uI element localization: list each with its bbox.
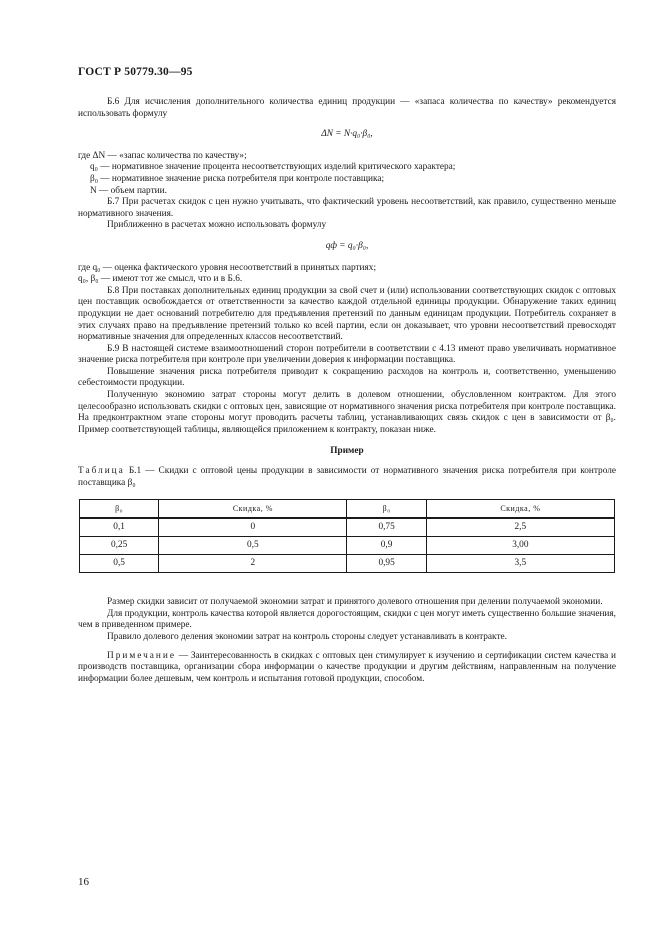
section-b6-intro: Б.6 Для исчисления дополнительного количества единиц продукции — «запаса количества по качеству» рекомендуется использовать формулу	[78, 97, 616, 119]
formula-q-f: qф = q₀·β₀,	[325, 240, 369, 251]
column-header: β₀	[347, 500, 426, 519]
table-cell: 0,25	[80, 537, 159, 555]
section-b9-p3: Полученную экономию затрат стороны могут делить в долевом отношении, обусловленном контрактом. Для этого целесообразно использовать скидки с оптовых цен, зависящие от нормативного значения риска потребителя при контроле поставщика. На предконтрактном этапе стороны могут проводить расчеты таблиц, устанавливающих связь скидок с цен в зависимости от β₀. Пример соответствующей таблицы, являющейся приложением к контракту, показан ниже.	[78, 390, 616, 435]
definition-line: β₀ — нормативное значение риска потребителя при контроле поставщика;	[90, 173, 385, 184]
note-label: Примечание	[107, 650, 176, 661]
table-cell: 3,5	[426, 555, 614, 573]
discount-table	[79, 499, 615, 573]
table-cell: 3,00	[426, 537, 614, 555]
section-b7-text: Б.7 При расчетах скидок с цен нужно учитывать, что фактический уровень несоответствий, как правило, существенно меньше нормативного значения.	[78, 197, 616, 219]
note-text: — Заинтересованность в скидках с оптовых цен стимулирует к изучению и сертификации систем качества и производств поставщика, организации сбора информации о качестве продукции и другим действиям, направленным на получение информации более дешевым, чем контроль и испытания готовой продукции, способом.	[78, 650, 616, 684]
table-row	[80, 518, 615, 537]
after-table-p3: Правило долевого деления экономии затрат на контроль стороны следует устанавливать в контракте.	[107, 632, 507, 642]
table-cell: 0	[159, 518, 347, 537]
document-header: ГОСТ Р 50779.30—95	[78, 66, 193, 78]
section-b7-approx: Приближенно в расчетах можно использовать формулу	[107, 220, 327, 231]
column-header: β₀	[80, 500, 159, 519]
page-number: 16	[78, 876, 89, 888]
section-b9-p1: Б.9 В настоящей системе взаимоотношений сторон потребители в соответствии с 4.13 имеют право увеличивать нормативное значение риска потребителя при контроле при увеличении доверия к информации поставщика.	[78, 343, 616, 366]
after-table-p2: Для продукции, контроль качества которой является дорогостоящим, скидки с цен могут иметь существенно большие значения, чем в приведенном примере.	[78, 608, 616, 631]
table-cell: 0,95	[347, 555, 426, 573]
table-cell: 2	[159, 555, 347, 573]
document-body	[78, 97, 616, 685]
table-caption	[78, 466, 616, 489]
table-caption-label: Таблица	[78, 466, 125, 477]
definition-line: q₀, β₀ — имеют тот же смысл, что и в Б.6.	[78, 274, 243, 285]
table-cell: 0,5	[159, 537, 347, 555]
table-row	[80, 555, 615, 573]
note	[78, 651, 616, 686]
table-header-row	[80, 500, 615, 519]
table-caption-text: Б.1 — Скидки с оптовой цены продукции в зависимости от нормативного значения риска потребителя при контроле поставщика β₀	[78, 466, 616, 488]
table-cell: 0,5	[80, 555, 159, 573]
example-heading: Пример	[330, 446, 364, 457]
column-header: Скидка, %	[159, 500, 347, 519]
table-row	[80, 537, 615, 555]
table-cell: 2,5	[426, 518, 614, 537]
after-table-p1: Размер скидки зависит от получаемой экономии затрат и принятого долевого отношения при делении получаемой экономии.	[107, 597, 603, 608]
definition-line: N — объем партии.	[90, 185, 167, 196]
definition-line: q₀ — нормативное значение процента несоответствующих изделий критического характера;	[90, 162, 456, 173]
table-cell: 0,1	[80, 518, 159, 537]
definition-line: где ΔN — «запас количества по качеству»;	[78, 150, 247, 161]
definition-line: где q₀ — оценка фактического уровня несоответствий в принятых партиях;	[78, 262, 377, 273]
table-cell: 0,9	[347, 537, 426, 555]
table-cell: 0,75	[347, 518, 426, 537]
section-b9-p2: Повышение значения риска потребителя приводит к сокращению расходов на контроль и, соответственно, уменьшению себестоимости продукции.	[78, 366, 616, 389]
formula-delta-n: ΔN = N·q₀·β₀,	[321, 129, 373, 140]
section-b8-text: Б.8 При поставках дополнительных единиц продукции за свой счет и (или) использовании соответствующих скидок с оптовых цен поставщик освобождается от ответственности за качество каждой отдельной единицы продукции. Обнаружение таких единиц продукции не дает оснований потребителю для предъявления претензий по данным единицам продукции. Потребитель сохраняет в этих случаях право на предъявление претензий только ко всей партии, если он доказывает, что уровни несоответствий превосходят нормативные значения для определенных классов несоответствий.	[78, 285, 616, 343]
column-header: Скидка, %	[426, 500, 614, 519]
